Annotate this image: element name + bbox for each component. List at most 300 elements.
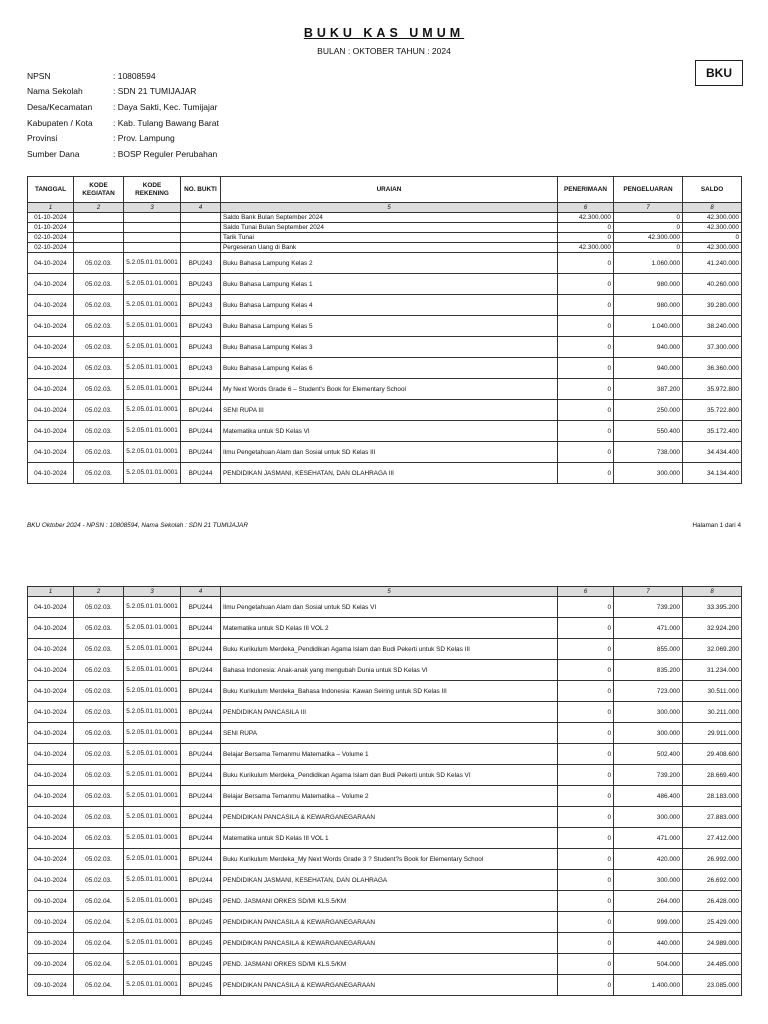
table-row [28,253,742,274]
cell-description: PEND. JASMANI ORKES SD/MI KLS.5/KM [221,891,558,912]
cell-receipt-no: BPU245 [181,954,221,975]
cell-receipt-no: BPU244 [181,723,221,744]
cell-date: 04-10-2024 [28,849,74,870]
cell-income: 0 [558,702,614,723]
cell-income: 0 [558,618,614,639]
cell-income: 0 [558,274,614,295]
column-header: SALDO [683,177,742,203]
cell-activity-code: 05.02.03. [74,786,124,807]
column-number: 5 [221,203,558,213]
table-row [28,243,742,253]
table-row [28,639,742,660]
cell-balance: 42.300.000 [683,243,742,253]
cell-expense: 42.300.000 [614,233,683,243]
cell-date: 04-10-2024 [28,337,74,358]
table-row [28,723,742,744]
cell-balance: 28.669.400 [683,765,742,786]
cell-account-code [124,223,181,233]
info-value: : SDN 21 TUMIJAJAR [113,86,197,97]
info-value: : Prov. Lampung [113,133,175,144]
column-header: KODE KEGIATAN [74,177,124,203]
cell-activity-code: 05.02.03. [74,442,124,463]
cell-account-code: 5.2.05.01.01.0001 [124,765,181,786]
cell-receipt-no: BPU245 [181,891,221,912]
cell-expense: 1.040.000 [614,316,683,337]
cell-expense: 0 [614,213,683,223]
cell-income: 0 [558,849,614,870]
cell-balance: 26.428.000 [683,891,742,912]
cell-balance: 26.692.000 [683,870,742,891]
cell-balance: 31.234.000 [683,660,742,681]
cell-description: Buku Kurikulum Merdeka_My Next Words Grade 3 ? Student?s Book for Elementary School [221,849,558,870]
cell-description: Ilmu Pengetahuan Alam dan Sosial untuk SD Kelas VI [221,597,558,618]
cell-income: 42.300.000 [558,243,614,253]
cell-expense: 739.200 [614,765,683,786]
cell-income: 0 [558,954,614,975]
cell-activity-code: 05.02.03. [74,316,124,337]
cell-account-code: 5.2.05.01.01.0001 [124,849,181,870]
table-row [28,765,742,786]
cell-receipt-no: BPU244 [181,597,221,618]
cell-receipt-no: BPU244 [181,442,221,463]
column-number: 4 [181,203,221,213]
cell-receipt-no: BPU244 [181,618,221,639]
cell-expense: 300.000 [614,870,683,891]
cell-date: 04-10-2024 [28,274,74,295]
cell-activity-code: 05.02.03. [74,765,124,786]
cell-activity-code: 05.02.04. [74,954,124,975]
cell-expense: 486.400 [614,786,683,807]
cell-date: 04-10-2024 [28,828,74,849]
cell-balance: 34.434.400 [683,442,742,463]
cell-receipt-no: BPU245 [181,933,221,954]
cell-balance: 42.300.000 [683,213,742,223]
cell-account-code: 5.2.05.01.01.0001 [124,891,181,912]
cell-account-code: 5.2.05.01.01.0001 [124,400,181,421]
table-row [28,337,742,358]
cell-expense: 0 [614,223,683,233]
table-header-row [28,177,742,203]
cell-date: 01-10-2024 [28,223,74,233]
column-number: 2 [74,587,124,597]
cell-activity-code: 05.02.03. [74,274,124,295]
cell-receipt-no: BPU244 [181,807,221,828]
cell-date: 04-10-2024 [28,421,74,442]
cell-expense: 300.000 [614,723,683,744]
info-row [27,115,219,131]
document-title: BUKU KAS UMUM [303,26,465,40]
cell-description: PENDIDIKAN PANCASILA & KEWARGANEGARAAN [221,933,558,954]
cell-expense: 1.400.000 [614,975,683,996]
cell-expense: 471.000 [614,618,683,639]
cell-date: 04-10-2024 [28,702,74,723]
cell-date: 09-10-2024 [28,891,74,912]
cell-income: 0 [558,358,614,379]
cell-account-code: 5.2.05.01.01.0001 [124,421,181,442]
cell-account-code [124,213,181,223]
table-row [28,295,742,316]
cell-balance: 35.172.400 [683,421,742,442]
cell-expense: 502.400 [614,744,683,765]
cell-description: PENDIDIKAN JASMANI, KESEHATAN, DAN OLAHRAGA III [221,463,558,484]
cell-balance: 29.408.600 [683,744,742,765]
cell-account-code: 5.2.05.01.01.0001 [124,786,181,807]
cell-description: PENDIDIKAN PANCASILA III [221,702,558,723]
info-value: : Kab. Tulang Bawang Barat [113,117,219,128]
cell-income: 0 [558,337,614,358]
cell-description: Belajar Bersama Temanmu Matematika – Volume 2 [221,786,558,807]
cell-account-code: 5.2.05.01.01.0001 [124,828,181,849]
cell-income: 0 [558,597,614,618]
cell-activity-code: 05.02.03. [74,337,124,358]
cell-date: 09-10-2024 [28,954,74,975]
cell-description: PENDIDIKAN PANCASILA & KEWARGANEGARAAN [221,975,558,996]
cell-description: Belajar Bersama Temanmu Matematika – Volume 1 [221,744,558,765]
table-row [28,223,742,233]
table-row [28,400,742,421]
cell-receipt-no: BPU243 [181,274,221,295]
cell-balance: 37.300.000 [683,337,742,358]
cell-description: PEND. JASMANI ORKES SD/MI KLS.5/KM [221,954,558,975]
column-header: TANGGAL [28,177,74,203]
table-row [28,870,742,891]
cell-description: My Next Words Grade 6 – Student's Book for Elementary School [221,379,558,400]
cell-balance: 27.412.000 [683,828,742,849]
cell-income: 0 [558,975,614,996]
info-value: : BOSP Reguler Perubahan [113,148,218,159]
cell-account-code: 5.2.05.01.01.0001 [124,379,181,400]
cell-date: 04-10-2024 [28,597,74,618]
column-number: 3 [124,203,181,213]
cell-expense: 835.200 [614,660,683,681]
cell-description: Buku Bahasa Lampung Kelas 5 [221,316,558,337]
cell-income: 0 [558,233,614,243]
cell-receipt-no: BPU244 [181,828,221,849]
cell-description: PENDIDIKAN PANCASILA & KEWARGANEGARAAN [221,912,558,933]
cell-receipt-no: BPU244 [181,849,221,870]
cell-balance: 41.240.000 [683,253,742,274]
cell-income: 0 [558,891,614,912]
column-number: 6 [558,203,614,213]
cell-balance: 30.511.000 [683,681,742,702]
cell-date: 04-10-2024 [28,744,74,765]
info-value: : Daya Sakti, Kec. Tumijajar [113,101,218,112]
cell-balance: 27.883.000 [683,807,742,828]
cell-account-code: 5.2.05.01.01.0001 [124,975,181,996]
cell-receipt-no: BPU243 [181,253,221,274]
cell-date: 04-10-2024 [28,870,74,891]
cell-account-code [124,233,181,243]
ledger-table-page-2 [27,586,742,996]
cell-date: 04-10-2024 [28,660,74,681]
cell-balance: 23.085.000 [683,975,742,996]
cell-account-code: 5.2.05.01.01.0001 [124,723,181,744]
cell-description: Buku Kurikulum Merdeka_Bahasa Indonesia: Kawan Seiring untuk SD Kelas III [221,681,558,702]
cell-balance: 38.240.000 [683,316,742,337]
cell-account-code: 5.2.05.01.01.0001 [124,597,181,618]
cell-expense: 739.200 [614,597,683,618]
ledger-table-page-1 [27,176,742,484]
cell-income: 0 [558,912,614,933]
cell-date: 04-10-2024 [28,358,74,379]
cell-description: SENI RUPA [221,723,558,744]
table-row [28,681,742,702]
cell-description: Buku Bahasa Lampung Kelas 2 [221,253,558,274]
cell-date: 04-10-2024 [28,442,74,463]
cell-activity-code: 05.02.03. [74,379,124,400]
cell-date: 02-10-2024 [28,243,74,253]
cell-activity-code: 05.02.03. [74,618,124,639]
page-footer-right: Halaman 1 dari 4 [692,522,741,529]
cell-account-code: 5.2.05.01.01.0001 [124,274,181,295]
cell-expense: 300.000 [614,702,683,723]
table-row [28,274,742,295]
cell-activity-code [74,223,124,233]
table-row [28,463,742,484]
cell-receipt-no: BPU244 [181,379,221,400]
cell-income: 0 [558,744,614,765]
cell-description: Buku Bahasa Lampung Kelas 3 [221,337,558,358]
column-header: KODE REKENING [124,177,181,203]
cell-balance: 35.722.800 [683,400,742,421]
column-number: 7 [614,203,683,213]
cell-description: Matematika untuk SD Kelas III VOL 1 [221,828,558,849]
cell-date: 09-10-2024 [28,975,74,996]
cell-account-code: 5.2.05.01.01.0001 [124,337,181,358]
cell-balance: 30.211.000 [683,702,742,723]
cell-receipt-no: BPU244 [181,463,221,484]
cell-receipt-no: BPU243 [181,337,221,358]
info-label: Nama Sekolah [27,86,83,97]
info-label: Kabupaten / Kota [27,117,93,128]
cell-activity-code: 05.02.03. [74,400,124,421]
table-row [28,744,742,765]
cell-balance: 28.183.000 [683,786,742,807]
cell-expense: 550.400 [614,421,683,442]
table-row [28,618,742,639]
cell-expense: 264.000 [614,891,683,912]
cell-balance: 25.429.000 [683,912,742,933]
cell-description: PENDIDIKAN PANCASILA & KEWARGANEGARAAN [221,807,558,828]
cell-date: 04-10-2024 [28,253,74,274]
table-row [28,597,742,618]
table-row [28,786,742,807]
cell-activity-code: 05.02.03. [74,463,124,484]
cell-activity-code: 05.02.03. [74,253,124,274]
cell-date: 04-10-2024 [28,765,74,786]
cell-receipt-no: BPU244 [181,765,221,786]
column-header: NO. BUKTI [181,177,221,203]
cell-account-code: 5.2.05.01.01.0001 [124,702,181,723]
cell-account-code: 5.2.05.01.01.0001 [124,933,181,954]
cell-date: 09-10-2024 [28,912,74,933]
cell-activity-code: 05.02.03. [74,744,124,765]
info-row [27,130,219,146]
info-label: Sumber Dana [27,148,80,159]
cell-receipt-no: BPU243 [181,316,221,337]
cell-receipt-no: BPU244 [181,660,221,681]
cell-receipt-no [181,243,221,253]
cell-expense: 738.000 [614,442,683,463]
cell-activity-code [74,243,124,253]
cell-activity-code: 05.02.03. [74,681,124,702]
cell-expense: 855.000 [614,639,683,660]
table-row [28,213,742,223]
cell-description: Buku Bahasa Lampung Kelas 4 [221,295,558,316]
cell-description: Buku Kurikulum Merdeka_Pendidikan Agama Islam dan Budi Pekerti untuk SD Kelas VI [221,765,558,786]
cell-balance: 36.360.000 [683,358,742,379]
cell-activity-code: 05.02.03. [74,358,124,379]
cell-account-code: 5.2.05.01.01.0001 [124,681,181,702]
cell-income: 0 [558,828,614,849]
column-header: URAIAN [221,177,558,203]
document-subtitle: BULAN : OKTOBER TAHUN : 2024 [317,46,451,56]
cell-date: 04-10-2024 [28,639,74,660]
cell-account-code: 5.2.05.01.01.0001 [124,807,181,828]
cell-account-code: 5.2.05.01.01.0001 [124,442,181,463]
column-number: 2 [74,203,124,213]
info-label: Provinsi [27,133,58,144]
cell-receipt-no: BPU244 [181,744,221,765]
cell-date: 04-10-2024 [28,463,74,484]
cell-account-code: 5.2.05.01.01.0001 [124,744,181,765]
cell-account-code: 5.2.05.01.01.0001 [124,912,181,933]
cell-date: 04-10-2024 [28,400,74,421]
table-row [28,891,742,912]
cell-balance: 24.485.000 [683,954,742,975]
cell-description: Bahasa Indonesia: Anak-anak yang mengubah Dunia untuk SD Kelas VI [221,660,558,681]
cell-income: 0 [558,786,614,807]
cell-income: 42.300.000 [558,213,614,223]
cell-income: 0 [558,442,614,463]
cell-income: 0 [558,421,614,442]
table-row [28,233,742,243]
cell-date: 04-10-2024 [28,681,74,702]
cell-date: 04-10-2024 [28,379,74,400]
cell-activity-code [74,213,124,223]
column-number: 1 [28,203,74,213]
cell-description: Buku Bahasa Lampung Kelas 1 [221,274,558,295]
cell-date: 09-10-2024 [28,933,74,954]
cell-account-code: 5.2.05.01.01.0001 [124,618,181,639]
cell-income: 0 [558,660,614,681]
cell-activity-code: 05.02.03. [74,702,124,723]
column-number: 3 [124,587,181,597]
cell-balance: 40.260.000 [683,274,742,295]
cell-income: 0 [558,807,614,828]
cell-balance: 29.911.000 [683,723,742,744]
cell-expense: 980.000 [614,274,683,295]
cell-balance: 26.992.000 [683,849,742,870]
page-footer-left: BKU Oktober 2024 - NPSN : 10808594, Nama Sekolah : SDN 21 TUMIJAJAR [27,522,248,529]
info-label: NPSN [27,70,51,81]
cell-date: 01-10-2024 [28,213,74,223]
cell-activity-code: 05.02.04. [74,975,124,996]
table-row [28,954,742,975]
cell-income: 0 [558,223,614,233]
cell-receipt-no: BPU245 [181,912,221,933]
cell-date: 04-10-2024 [28,618,74,639]
cell-account-code: 5.2.05.01.01.0001 [124,870,181,891]
cell-receipt-no: BPU244 [181,639,221,660]
cell-account-code: 5.2.05.01.01.0001 [124,358,181,379]
cell-expense: 999.000 [614,912,683,933]
table-row [28,442,742,463]
cell-account-code: 5.2.05.01.01.0001 [124,639,181,660]
table-row [28,912,742,933]
cell-date: 04-10-2024 [28,786,74,807]
cell-expense: 420.000 [614,849,683,870]
cell-account-code [124,243,181,253]
cell-expense: 1.060.000 [614,253,683,274]
cell-income: 0 [558,765,614,786]
cell-receipt-no: BPU244 [181,702,221,723]
cell-activity-code: 05.02.04. [74,891,124,912]
column-number-row [28,203,742,213]
cell-expense: 300.000 [614,807,683,828]
cell-balance: 33.395.200 [683,597,742,618]
cell-expense: 440.000 [614,933,683,954]
cell-expense: 940.000 [614,358,683,379]
cell-description: Saldo Bank Bulan September 2024 [221,213,558,223]
table-row [28,807,742,828]
cell-income: 0 [558,295,614,316]
cell-balance: 32.069.200 [683,639,742,660]
table-row [28,702,742,723]
cell-income: 0 [558,253,614,274]
info-row [27,84,219,100]
cell-receipt-no: BPU243 [181,295,221,316]
cell-income: 0 [558,723,614,744]
cell-description: Tarik Tunai [221,233,558,243]
column-number: 4 [181,587,221,597]
cell-income: 0 [558,639,614,660]
column-number: 5 [221,587,558,597]
cell-account-code: 5.2.05.01.01.0001 [124,253,181,274]
cell-balance: 24.989.000 [683,933,742,954]
cell-activity-code: 05.02.03. [74,849,124,870]
cell-description: Ilmu Pengetahuan Alam dan Sosial untuk SD Kelas III [221,442,558,463]
cell-description: Matematika untuk SD Kelas VI [221,421,558,442]
cell-income: 0 [558,316,614,337]
cell-activity-code: 05.02.03. [74,639,124,660]
info-row [27,146,219,162]
table-row [28,660,742,681]
column-number: 7 [614,587,683,597]
cell-activity-code: 05.02.03. [74,295,124,316]
cell-description: Pergeseran Uang di Bank [221,243,558,253]
cell-income: 0 [558,870,614,891]
cell-receipt-no: BPU244 [181,400,221,421]
cell-activity-code: 05.02.04. [74,933,124,954]
cell-description: Buku Kurikulum Merdeka_Pendidikan Agama Islam dan Budi Pekerti untuk SD Kelas III [221,639,558,660]
column-header: PENGELUARAN [614,177,683,203]
cell-receipt-no: BPU244 [181,786,221,807]
cell-activity-code [74,233,124,243]
info-label: Desa/Kecamatan [27,101,93,112]
cell-account-code: 5.2.05.01.01.0001 [124,295,181,316]
table-row [28,849,742,870]
table-row [28,421,742,442]
cell-activity-code: 05.02.04. [74,912,124,933]
cell-expense: 300.000 [614,463,683,484]
cell-date: 04-10-2024 [28,807,74,828]
cell-income: 0 [558,379,614,400]
column-number: 1 [28,587,74,597]
cell-balance: 32.924.200 [683,618,742,639]
table-row [28,828,742,849]
cell-expense: 250.000 [614,400,683,421]
